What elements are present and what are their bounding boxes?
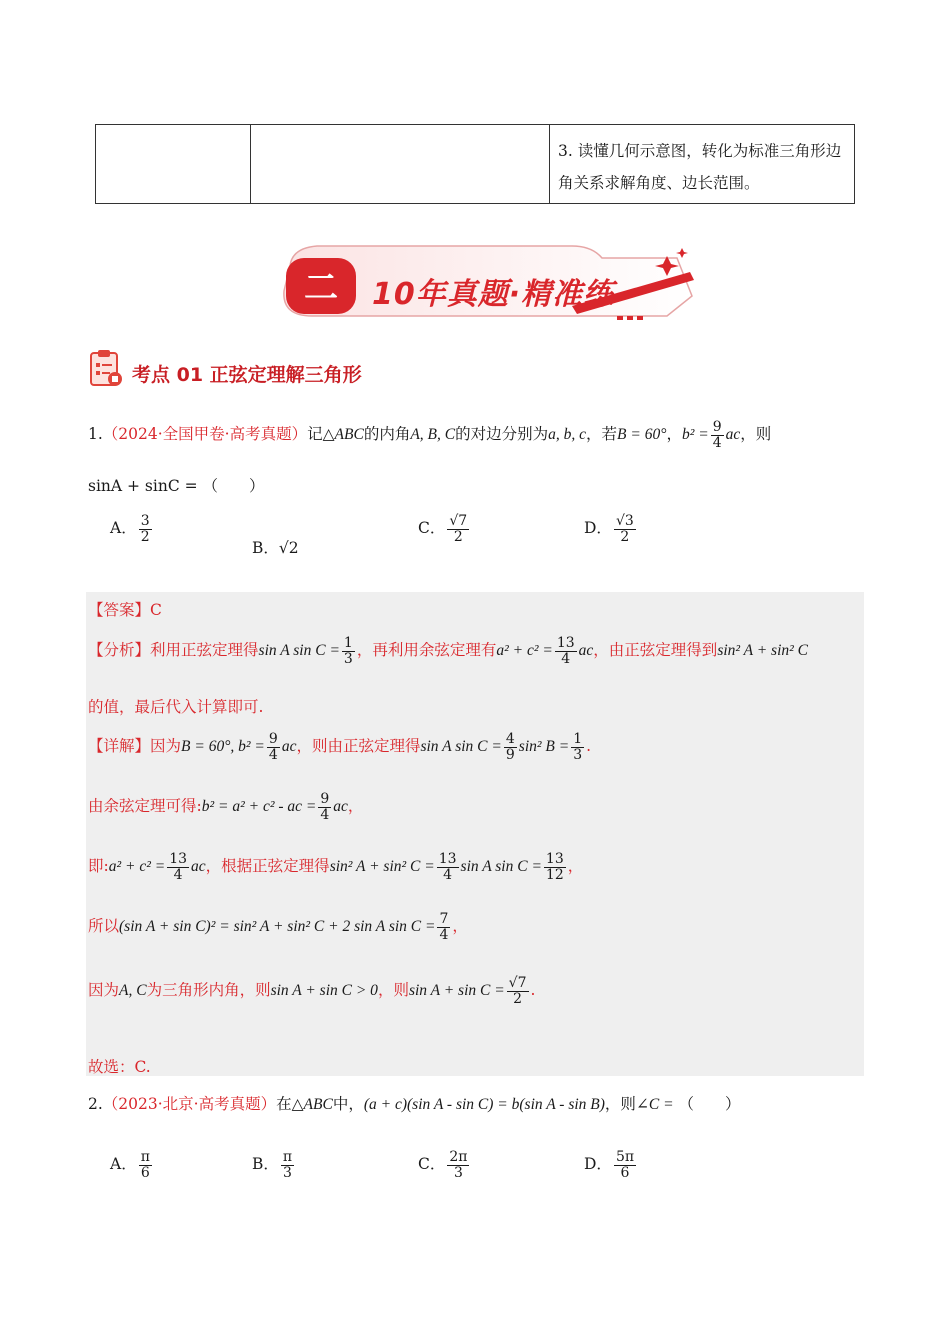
option-b[interactable]: B． $\frac{\pi}{3}$: [252, 1149, 293, 1181]
section-title: 考点 01 正弦定理解三角形: [132, 364, 362, 386]
math-expr: b² =: [681, 426, 709, 444]
question-2-stem: 2.（2023·北京·高考真题）在△ABC中，(a + c)(sin A - sin C) = b(sin A - sin B)，则∠C = （ ）: [88, 1095, 741, 1113]
analysis-line-2: 的值，最后代入计算即可.: [88, 698, 264, 716]
option-c[interactable]: C． $\frac{√7}{2}$: [418, 513, 468, 545]
step-cosine-law: 由余弦定理可得:b² = a² + c² - ac = $\frac{9}{4}$ ac，: [88, 791, 364, 823]
math-expr: ac: [725, 426, 741, 444]
step-conclusion: 因为A, C为三角形内角，则sin A + sin C > 0，则sin A + sin C = $\frac{√7}{2}$ .: [88, 975, 536, 1007]
table-cell-text: 3. 读懂几何示意图，转化为标准三角形边角关系求解角度、边长范围。: [558, 142, 842, 192]
math-expr: A, B, C: [410, 426, 456, 444]
question-number: 1.: [88, 425, 103, 444]
question-source: （2024·全国甲卷·高考真题）: [102, 425, 308, 444]
question-1-stem: 1.（2024·全国甲卷·高考真题）记△ABC的内角A, B, C的对边分别为a, b, c，若B = 60°，b² = $\frac{9}{4}$ ac，则: [88, 419, 772, 451]
stem-text: ，则: [740, 425, 772, 444]
question-source: （2023·北京·高考真题）: [102, 1095, 277, 1113]
question-number: 2.: [88, 1095, 103, 1113]
stem-text: 的内角: [363, 425, 411, 444]
final-answer: 故选：C.: [88, 1058, 151, 1076]
answer-line: 【答案】C: [88, 601, 162, 619]
step-square-sum: 所以(sin A + sin C)² = sin² A + sin² C + 2 sin A sin C = $\frac{7}{4}$ ，: [88, 911, 468, 943]
option-a[interactable]: A． $\frac{\pi}{6}$: [110, 1149, 150, 1181]
table-divider: [250, 125, 251, 203]
syllabus-table: [95, 124, 855, 204]
option-d[interactable]: D． $\frac{√3}{2}$: [584, 513, 634, 545]
math-expr: a, b, c: [548, 426, 587, 444]
fraction: $\frac{9}{4}$: [712, 419, 722, 451]
step-sum-squares: 即:a² + c² = $\frac{13}{4}$ ac，根据正弦定理得sin² A + sin² C = $\frac{13}{4}$ sin A sin C = $\frac{13}{12}$ ，: [88, 851, 584, 883]
math-expr: B = 60°: [617, 426, 667, 444]
detail-line: 【详解】因为B = 60°, b² = $\frac{9}{4}$ ac，则由正弦定理得sin A sin C = $\frac{4}{9}$ sin² B = $\frac{1}{3}$ .: [88, 731, 592, 763]
banner-title: 10年真题·精准练: [372, 277, 615, 312]
analysis-line: 【分析】利用正弦定理得sin A sin C = $\frac{1}{3}$ ，再利用余弦定理有a² + c² = $\frac{13}{4}$ ac，由正弦定理得到sin² A + sin² C: [88, 635, 808, 667]
option-a[interactable]: A． $\frac{3}{2}$: [110, 513, 150, 545]
banner-badge: 二: [304, 268, 338, 308]
option-b[interactable]: B．√2: [252, 539, 299, 557]
table-divider: [549, 125, 550, 203]
option-d[interactable]: D． $\frac{5\pi}{6}$: [584, 1149, 635, 1181]
stem-text: 记: [307, 425, 323, 444]
stem-text: 的对边分别为: [455, 425, 549, 444]
math-expr: △ABC: [322, 426, 364, 444]
clipboard-icon: [88, 348, 124, 388]
stem-text: ，若: [586, 425, 618, 444]
option-c[interactable]: C． $\frac{2\pi}{3}$: [418, 1149, 468, 1181]
question-1-ask: sinA + sinC = （ ）: [88, 477, 265, 495]
